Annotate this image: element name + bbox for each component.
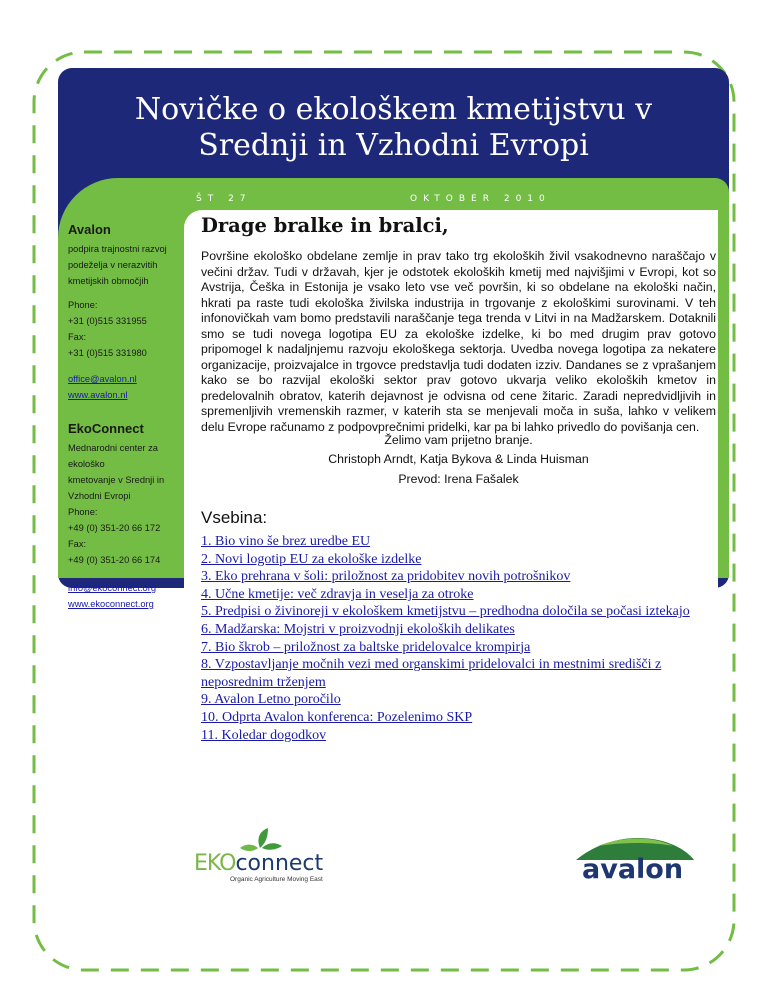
toc-item: [201, 602, 716, 620]
sidebar: [68, 222, 178, 612]
avalon-web-link[interactable]: www.avalon.nl: [68, 390, 128, 400]
toc-item: [201, 567, 716, 585]
avalon-email-link[interactable]: office@avalon.nl: [68, 374, 137, 384]
ekoconnect-web-link[interactable]: www.ekoconnect.org: [68, 599, 154, 609]
ekoconnect-desc-1: Mednarodni center za: [68, 443, 158, 453]
toc-item: [201, 690, 716, 708]
toc-link-2[interactable]: 2. Novi logotip EU za ekološke izdelke: [201, 551, 422, 567]
toc-link-10[interactable]: 10. Odprta Avalon konferenca: Pozelenimo SKP: [201, 709, 473, 725]
avalon-fax-label: Fax:: [68, 332, 87, 342]
avalon-name: Avalon: [68, 222, 111, 237]
ekoconnect-desc-3: kmetovanje v Srednji in: [68, 475, 165, 485]
wish-line: Želimo vam prijetno branje.: [384, 433, 533, 447]
avalon-desc-1: podpira trajnostni razvoj: [68, 244, 167, 254]
toc-link-8[interactable]: 8. Vzpostavljanje močnih vezi med organskimi pridelovalci in mestnimi središči z neposrednim trženjem: [201, 657, 662, 690]
issue-date: OKTOBER 2010: [410, 194, 551, 204]
greeting-heading: Drage bralke in bralci,: [201, 214, 449, 237]
authors-line: Christoph Arndt, Katja Bykova & Linda Huisman: [328, 452, 589, 466]
ekoconnect-fax: +49 (0) 351-20 66 174: [68, 555, 161, 565]
ekoconnect-logo-connect: connect: [235, 851, 324, 876]
ekoconnect-logo-tagline: Organic Agriculture Moving East: [230, 876, 323, 883]
avalon-desc-2: podeželja v nerazvitih: [68, 260, 158, 270]
toc-title: Vsebina:: [201, 508, 268, 527]
toc-link-6[interactable]: 6. Madžarska: Mojstri v proizvodnji ekoloških delikates: [201, 621, 515, 637]
ekoconnect-logo-eko: EKO: [194, 851, 236, 876]
ekoconnect-fax-label: Fax:: [68, 539, 87, 549]
toc-item: [201, 708, 716, 726]
ekoconnect-email-link[interactable]: info@ekoconnect.org: [68, 583, 156, 593]
avalon-phone: +31 (0)515 331955: [68, 316, 147, 326]
toc-link-1[interactable]: 1. Bio vino še brez uredbe EU: [201, 534, 371, 549]
avalon-phone-label: Phone:: [68, 300, 98, 310]
intro-paragraph: Površine ekološko obdelane zemlje in prav tako trg ekoloških živil vsakodnevno naraščajo v večini držav. Tudi v državah, kjer je odstotek ekoloških kmetij med najvišjimi v Evropi, kot so Avstrija, Češka in Estonija je vsako leto vse več površin, ki so obdelane na ekološki način, hkrati pa raste tudi ekološka živilska industrija in trgovanje z ekološkimi surovinami. V teh infonovičkah vam bomo predstavili naraščanje tega trenda v Litvi in na Madžarskem. Dotaknili smo se tudi novega logotipa EU za ekološke izdelke, ki bo med drugim prav gotovo pripomogel k nadaljnjemu razvoju ekološkega sektorja. Uvedba novega logotipa za nekatere organizacije, proizvajalce in trgovce predstavlja tudi dodaten izziv. Dandanes se z vprašanjem kako se bo razvijal ekološki sektor prav gotovo ukvarja veliko ekoloških kmetov in predelovalnih obratov, katerih dejavnost je odvisna od cene žitaric. Zaradi nepredvidljivih in spremenljivih vremenskih razmer, v katerih sta se menjevali moča in suša, lahko v velikem delu Evrope računamo z podpovprečnimi pridelki, kar pa bi lahko privedlo do povišanja cen.: [201, 249, 716, 434]
toc-link-3[interactable]: 3. Eko prehrana v šoli: priložnost za pridobitev novih potrošnikov: [201, 569, 571, 585]
ekoconnect-logo: [190, 826, 340, 888]
avalon-logo: [568, 832, 698, 892]
toc-item: [201, 550, 716, 568]
toc-item: [201, 585, 716, 603]
ekoconnect-name: EkoConnect: [68, 421, 144, 436]
newsletter-title: Novičke o ekološkem kmetijstvu v Srednji in Vzhodni Evropi: [134, 92, 653, 163]
toc-item: [201, 655, 716, 690]
ekoconnect-phone-label: Phone:: [68, 507, 98, 517]
toc-item: [201, 638, 716, 656]
translation-line: Prevod: Irena Fašalek: [398, 472, 519, 486]
toc-item: [201, 726, 716, 744]
issue-number: ŠT 27: [196, 194, 252, 204]
toc-link-7[interactable]: 7. Bio škrob – priložnost za baltske pridelovalce krompirja: [201, 639, 531, 655]
ekoconnect-desc-4: Vzhodni Evropi: [68, 491, 131, 501]
ekoconnect-desc-2: ekološko: [68, 459, 105, 469]
avalon-fax: +31 (0)515 331980: [68, 348, 147, 358]
toc-item: [201, 532, 716, 550]
toc-link-11[interactable]: 11. Koledar dogodkov: [201, 727, 327, 743]
toc-link-5[interactable]: 5. Predpisi o živinoreji v ekološkem kmetijstvu – predhodna določila se počasi iztekajo: [201, 604, 690, 620]
toc-link-4[interactable]: 4. Učne kmetije: več zdravja in veselja za otroke: [201, 586, 474, 602]
toc-item: [201, 620, 716, 638]
avalon-logo-text: avalon: [582, 854, 684, 885]
ekoconnect-phone: +49 (0) 351-20 66 172: [68, 523, 161, 533]
table-of-contents: [201, 532, 716, 743]
avalon-desc-3: kmetijskih območjih: [68, 276, 149, 286]
toc-link-9[interactable]: 9. Avalon Letno poročilo: [201, 692, 341, 708]
